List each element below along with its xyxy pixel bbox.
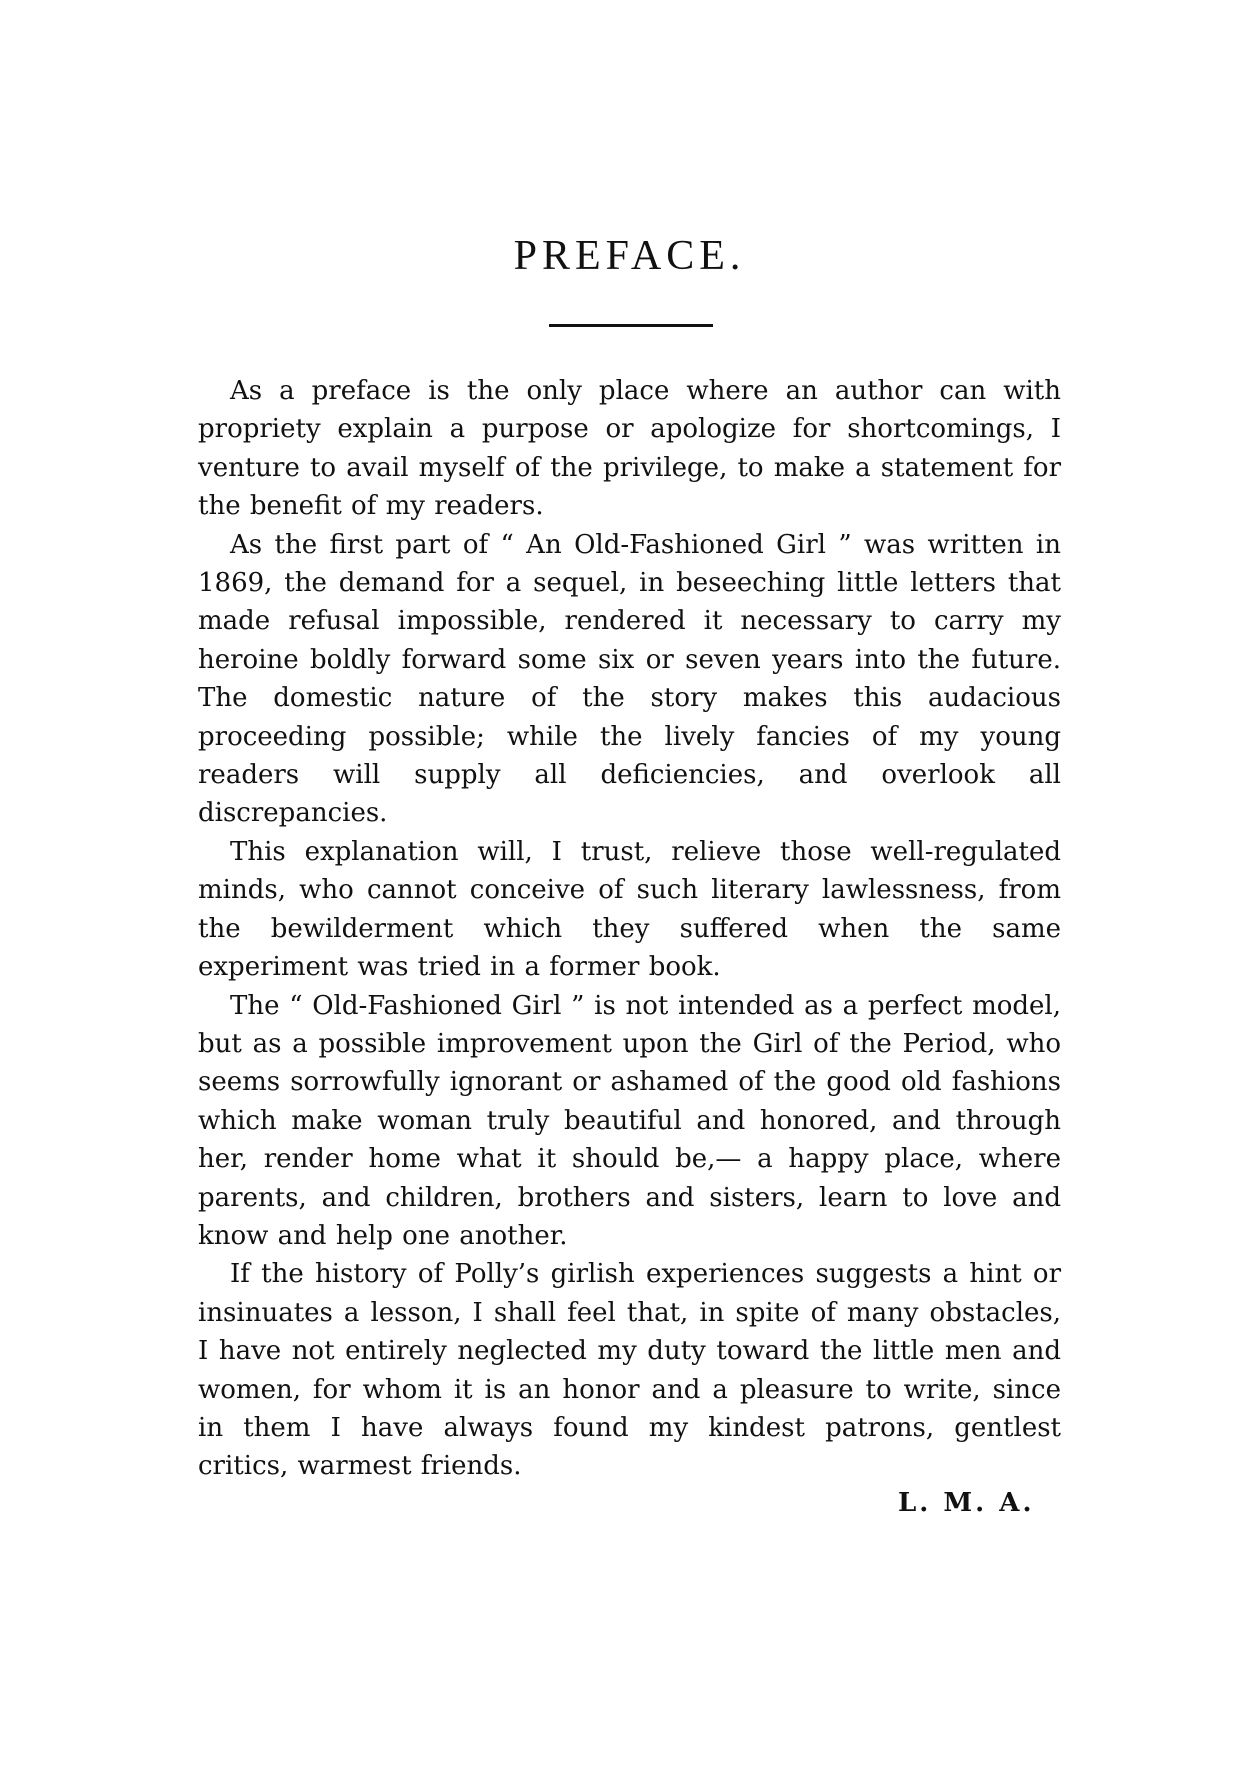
paragraph: This explanation will, I trust, relieve those well-regulated minds, who cannot conceive of such literary lawlessness, from the bewilderment which they suffered when the same experiment was tried in a former book. [198, 836, 1061, 983]
paragraph: As a preface is the only place where an author can with propriety explain a purpose or apologize for shortcomings, I venture to avail myself of the privilege, to make a statement for the benefit of my readers. [198, 376, 1061, 522]
paragraph: If the history of Polly’s girlish experiences suggests a hint or insinuates a lesson, I shall feel that, in spite of many obstacles, I have not entirely neglected my duty toward the little men and women, for whom it is an honor and a pleasure to write, since in them I have always found my kindest patrons, gentlest critics, warmest friends. [198, 1259, 1061, 1482]
paragraph: The “ Old-Fashioned Girl ” is not intended as a perfect model, but as a possible improvement upon the Girl of the Period, who seems sorrowfully ignorant or ashamed of the good old fashions which make woman truly beautiful and honored, and through her, render home what it should be,— a happy place, where parents, and children, brothers and sisters, learn to love and know and help one another. [198, 990, 1061, 1251]
title-divider [549, 324, 713, 327]
author-signature: L. M. A. [898, 1488, 1035, 1518]
page-title: PREFACE. [513, 233, 746, 279]
paragraph: As the first part of “ An Old-Fashioned Girl ” was written in 1869, the demand for a sequel, in beseeching little letters that made refusal impossible, rendered it necessary to carry my heroine boldly forward some six or seven years into the future. The domestic nature of the story makes this audacious proceeding possible; while the lively fancies of my young readers will supply all deficiencies, and overlook all discrepancies. [198, 529, 1061, 829]
preface-body [198, 372, 1061, 1486]
